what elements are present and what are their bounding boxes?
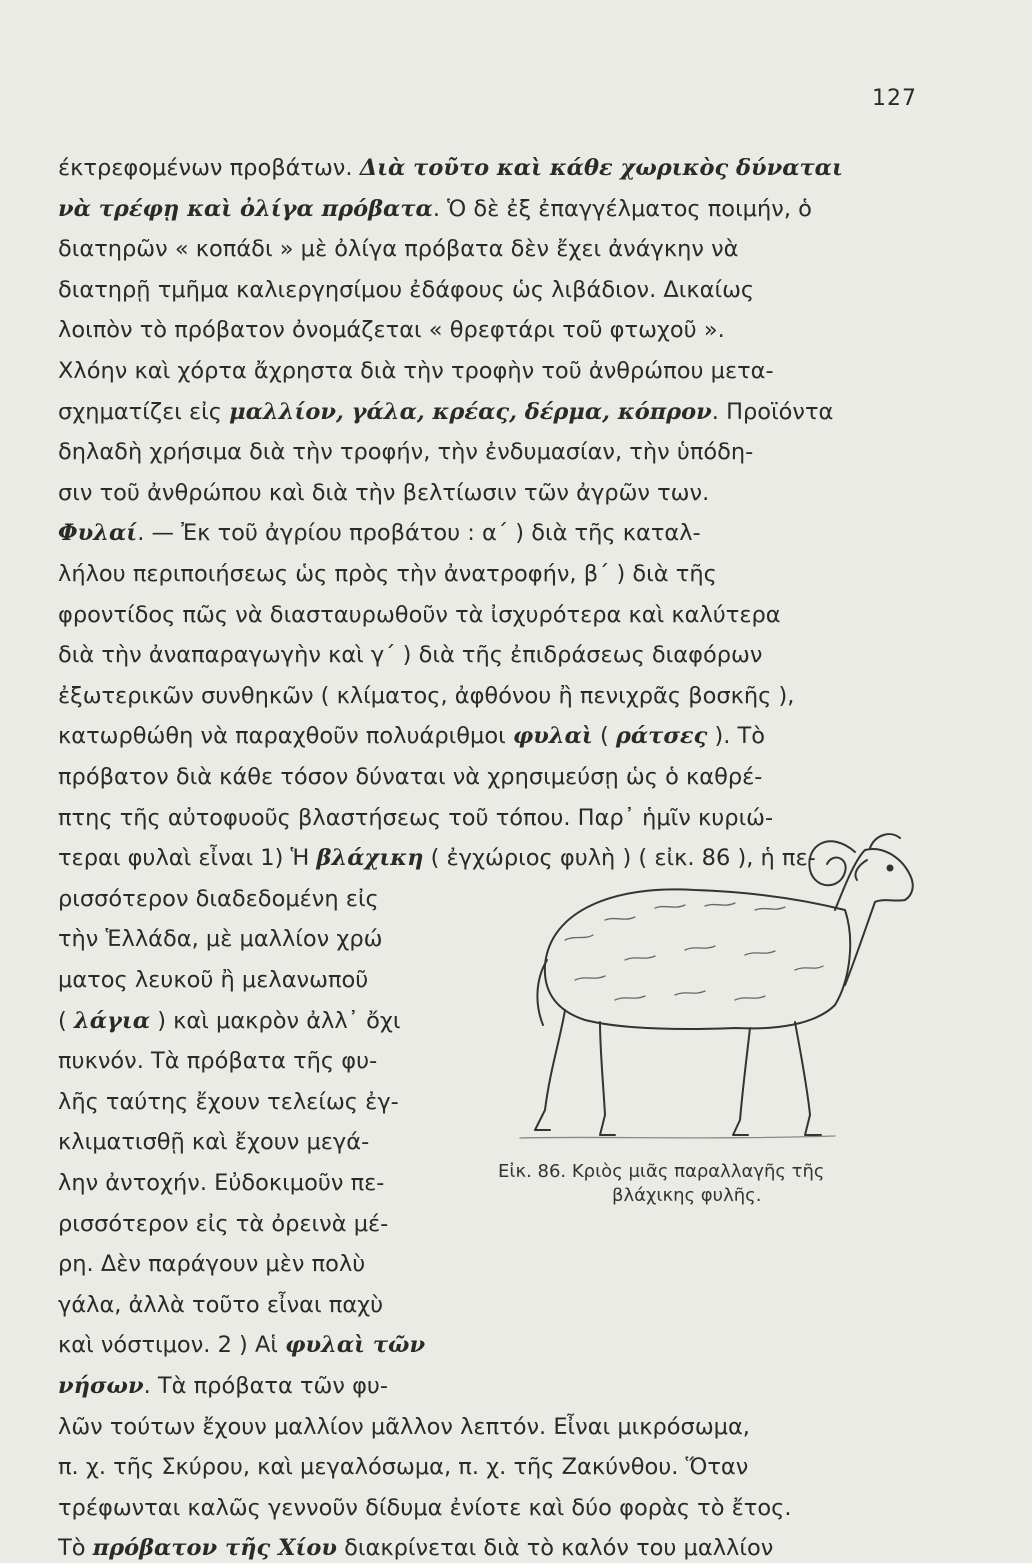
emphasized-text: νήσων [58, 1373, 144, 1399]
text-line [58, 1249, 478, 1279]
text-line [58, 1087, 478, 1117]
text-segment: λήλου περιποιήσεως ὡς πρὸς τὴν ἀνατροφήν, β΄ ) διὰ τῆς [58, 561, 717, 587]
emphasized-text: Διὰ τοῦτο καὶ κάθε χωρικὸς δύναται [359, 155, 843, 181]
emphasized-text: ράτσες [615, 723, 708, 750]
text-segment: ἐξωτερικῶν συνθηκῶν ( κλίματος, ἀφθόνου ἢ πενιχρᾶς βοσκῆς ), [58, 682, 795, 709]
text-line [58, 478, 938, 508]
text-segment: σιν τοῦ ἀνθρώπου καὶ διὰ τὴν βελτίωσιν τῶν ἀγρῶν των. [58, 479, 710, 506]
text-segment: ( [592, 723, 616, 750]
text-line [58, 153, 938, 183]
text-line [58, 356, 938, 386]
text-line [58, 275, 938, 305]
emphasized-text: φυλαὶ τῶν [285, 1332, 426, 1359]
text-segment: ( ἐγχώριος φυλὴ ) ( εἰκ. 86 ), ἡ πε- [423, 845, 816, 872]
text-segment: λην ἀντοχήν. Εὐδοκιμοῦν πε- [58, 1170, 385, 1196]
figure-caption [498, 1160, 928, 1208]
text-line [58, 924, 478, 954]
text-segment: ρισσότερον διαδεδομένη εἰς [58, 885, 379, 912]
text-line [58, 762, 938, 792]
emphasized-text: βλάχικη [316, 845, 424, 872]
text-segment: δηλαδὴ χρήσιμα διὰ τὴν τροφήν, τὴν ἐνδυμασίαν, τὴν ὑπόδη- [58, 439, 754, 466]
text-segment: διατηρῇ τμῆμα καλιεργησίμου ἐδάφους ὡς λιβάδιον. Δικαίως [58, 276, 755, 303]
text-segment: έκτρεφομένων προβάτων. [58, 155, 360, 181]
text-line [58, 681, 938, 711]
text-segment: πυκνόν. Τὰ πρόβατα τῆς φυ- [58, 1048, 378, 1075]
text-line [58, 640, 938, 670]
text-line [58, 1290, 478, 1320]
text-line [58, 884, 478, 914]
text-segment: π. χ. τῆς Σκύρου, καὶ μεγαλόσωμα, π. χ. τῆς Ζακύνθου. Ὅταν [58, 1454, 749, 1481]
text-segment: φροντίδος πῶς νὰ διασταυρωθοῦν τὰ ἰσχυρότερα καὶ καλύτερα [58, 601, 781, 628]
text-line [58, 1412, 938, 1442]
text-segment: Χλόην καὶ χόρτα ἄχρηστα διὰ τὴν τροφὴν τοῦ ἀνθρώπου μετα- [58, 358, 774, 384]
text-segment: κλιματισθῇ καὶ ἔχουν μεγά- [58, 1129, 370, 1156]
emphasized-text: νὰ τρέφῃ καὶ ὀλίγα πρόβατα [58, 195, 433, 222]
text-segment: ). Τὸ [707, 723, 766, 750]
text-line [58, 1533, 938, 1563]
text-segment: σχηματίζει εἰς [58, 398, 230, 425]
text-segment: ρη. Δὲν παράγουν μὲν πολὺ [58, 1251, 366, 1278]
text-segment: διατηρῶν « κοπάδι » μὲ ὀλίγα πρόβατα δὲν ἔχει ἀνάγκην νὰ [58, 236, 739, 263]
text-segment: . Τὰ πρόβατα τῶν φυ- [143, 1373, 389, 1399]
text-segment: τεραι φυλαὶ εἶναι 1) Ἡ [58, 845, 317, 872]
text-line [58, 518, 938, 548]
text-segment: ρισσότερον εἰς τὰ ὀρεινὰ μέ- [58, 1210, 389, 1237]
text-line [58, 1046, 478, 1076]
text-line [58, 1452, 938, 1482]
text-segment: ματος λευκοῦ ἢ μελανωποῦ [58, 967, 369, 993]
text-line [58, 1493, 938, 1523]
text-line [58, 1330, 478, 1360]
text-line [58, 559, 938, 589]
text-segment: . Προϊόντα [711, 398, 834, 425]
figure-caption-line: βλάχικης φυλῆς. [612, 1185, 762, 1206]
text-line [58, 965, 478, 995]
text-segment: ) καὶ μακρὸν ἀλλ᾽ ὄχι [150, 1007, 401, 1034]
text-segment: . — Ἐκ τοῦ ἀγρίου προβάτου : α΄ ) διὰ τῆς καταλ- [137, 520, 701, 547]
text-segment: διακρίνεται διὰ τὸ καλόν του μαλλίον [336, 1535, 774, 1562]
text-segment: ( [58, 1007, 74, 1034]
text-line [58, 600, 938, 630]
text-segment: Τὸ [58, 1535, 93, 1562]
emphasized-text: Φυλαί [58, 520, 138, 547]
text-line [58, 437, 938, 467]
emphasized-text: λάγια [73, 1007, 151, 1034]
text-line [58, 1127, 478, 1157]
text-line [58, 721, 938, 751]
text-segment: λῶν τούτων ἔχουν μαλλίον μᾶλλον λεπτόν. Εἶναι μικρόσωμα, [58, 1413, 750, 1440]
text-segment: τὴν Ἑλλάδα, μὲ μαλλίον χρώ [58, 926, 383, 953]
text-segment: κατωρθώθη νὰ παραχθοῦν πολυάριθμοι [58, 723, 513, 750]
emphasized-text: φυλαὶ [512, 723, 593, 750]
text-segment: διὰ τὴν ἀναπαραγωγὴν καὶ γ΄ ) διὰ τῆς ἐπιδράσεως διαφόρων [58, 642, 763, 669]
text-line [58, 1168, 478, 1198]
page-number: 127 [872, 86, 917, 111]
text-segment: . Ὁ δὲ ἐξ ἐπαγγέλματος ποιμήν, ὁ [432, 195, 812, 222]
text-line [58, 194, 938, 224]
text-line [58, 1371, 478, 1401]
text-line [58, 315, 938, 345]
text-line [58, 1006, 478, 1036]
text-segment: γάλα, ἀλλὰ τοῦτο εἶναι παχὺ [58, 1291, 384, 1318]
figure-caption-line: Εἰκ. 86. Κριὸς μιᾶς παραλλαγῆς τῆς [498, 1161, 825, 1182]
text-line [58, 1209, 478, 1239]
emphasized-text: πρόβατον τῆς Χίου [92, 1535, 337, 1562]
text-segment: λοιπὸν τὸ πρόβατον ὀνομάζεται « θρεφτάρι τοῦ φτωχοῦ ». [58, 317, 725, 344]
text-line [58, 397, 938, 427]
text-segment: λῆς ταύτης ἔχουν τελείως ἐγ- [58, 1088, 399, 1115]
emphasized-text: μαλλίον, γάλα, κρέας, δέρμα, κόπρον [229, 398, 712, 425]
text-segment: πτης τῆς αὐτοφυοῦς βλαστήσεως τοῦ τόπου. Παρ᾽ ἡμῖν κυριώ- [58, 804, 774, 831]
ram-illustration [505, 790, 925, 1160]
text-segment: πρόβατον διὰ κάθε τόσον δύναται νὰ χρησιμεύσῃ ὡς ὁ καθρέ- [58, 764, 763, 790]
text-segment: καὶ νόστιμον. 2 ) Αἱ [58, 1332, 286, 1359]
text-segment: τρέφωνται καλῶς γεννοῦν δίδυμα ἐνίοτε καὶ δύο φορὰς τὸ ἔτος. [58, 1494, 792, 1521]
text-line [58, 234, 938, 264]
